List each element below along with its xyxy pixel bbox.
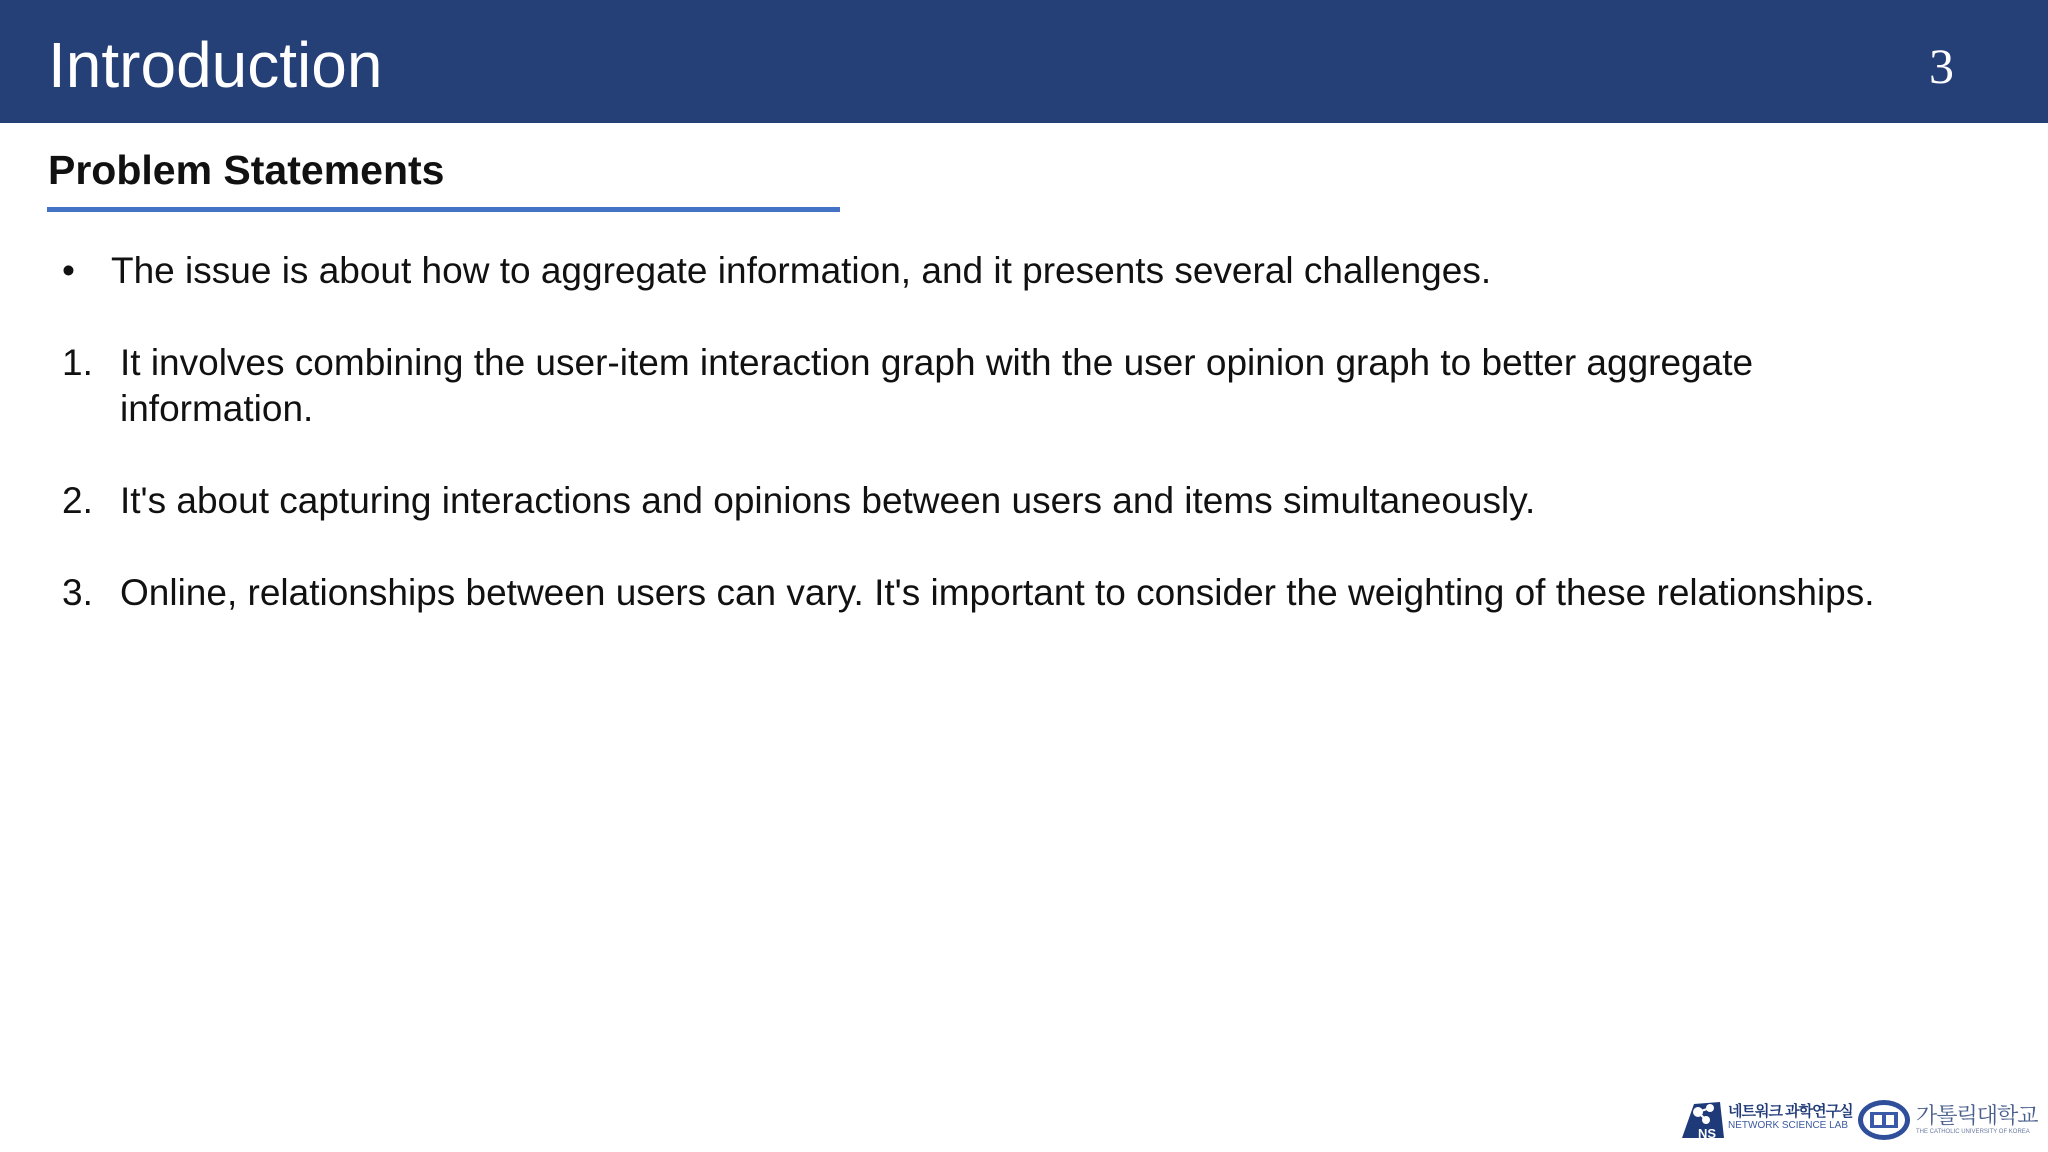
footer-logos <box>1676 1098 2036 1142</box>
lab-label-korean: 네트워크 과학연구실 <box>1728 1103 1853 1120</box>
page-number: 3 <box>1929 38 1954 94</box>
list-item-number: 3. <box>62 572 93 613</box>
bullet-marker: • <box>62 250 75 291</box>
catholic-university-label <box>1916 1104 2036 1136</box>
university-label-english: THE CATHOLIC UNIVERSITY OF KOREA <box>1916 1129 2030 1135</box>
section-heading-underline <box>47 207 840 212</box>
university-label-korean: 가톨릭대학교 <box>1916 1103 2038 1128</box>
lab-label-english: NETWORK SCIENCE LAB <box>1728 1120 1849 1131</box>
network-science-lab-logo <box>1676 1098 1726 1142</box>
slide-title: Introduction <box>48 29 383 101</box>
section-heading: Problem Statements <box>48 147 445 193</box>
list-item-text: It's about capturing interactions and opinions between users and items simultaneously. <box>120 480 1536 521</box>
catholic-university-emblem <box>1856 1098 1912 1142</box>
list-item-number: 2. <box>62 480 93 521</box>
list-item-number: 1. <box>62 342 93 383</box>
list-item-text: It involves combining the user-item interaction graph with the user opinion graph to better aggregate information. <box>120 342 1754 429</box>
ns-badge-text: NS <box>1698 1126 1717 1141</box>
network-science-lab-label <box>1728 1103 1853 1132</box>
list-item-text: Online, relationships between users can vary. It's important to consider the weighting of these relationships. <box>120 572 1875 613</box>
bullet-text: The issue is about how to aggregate information, and it presents several challenges. <box>111 250 1492 291</box>
